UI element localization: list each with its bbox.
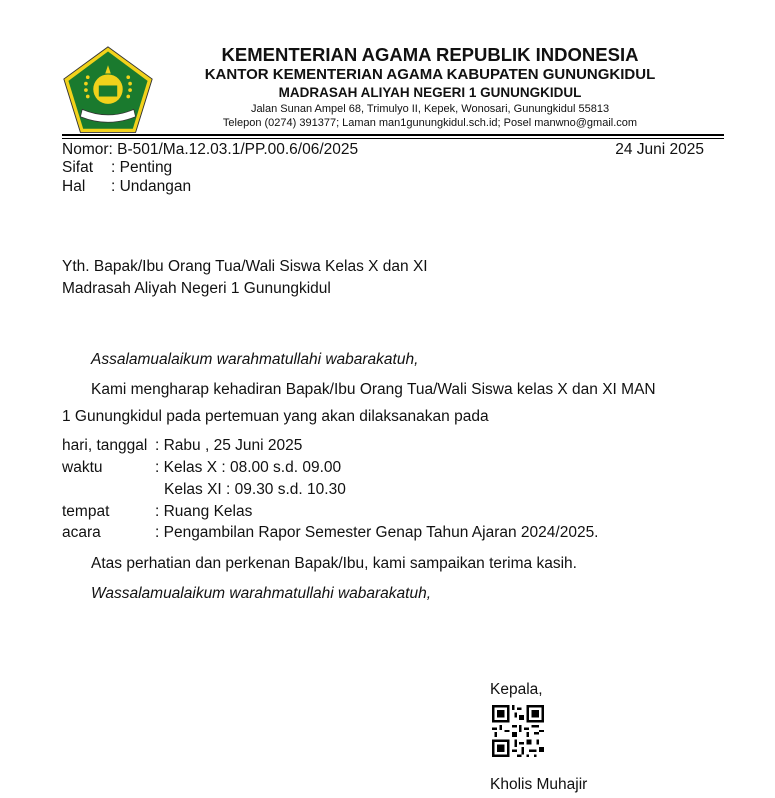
letter-number: Nomor: B-501/Ma.12.03.1/PP.00.6/06/2025	[62, 141, 359, 158]
school-contact: Telepon (0274) 391377; Laman man1gunungkidul.sch.id; Posel manwno@gmail.com	[222, 117, 638, 129]
recipient-line-1: Yth. Bapak/Ibu Orang Tua/Wali Siswa Kelas X dan XI	[62, 258, 428, 275]
sifat-label: Sifat	[62, 159, 94, 176]
paragraph-line-1: Kami mengharap kehadiran Bapak/Ibu Orang Tua/Wali Siswa kelas X dan XI MAN	[91, 381, 656, 398]
office-title: KANTOR KEMENTERIAN AGAMA KABUPATEN GUNUNGKIDUL	[204, 66, 656, 83]
letterhead-rule-thin	[62, 138, 724, 139]
ministry-logo	[62, 45, 154, 137]
tempat-value: : Ruang Kelas	[155, 503, 253, 520]
signature-name: Kholis Muhajir	[490, 776, 588, 793]
tempat-label: tempat	[62, 503, 110, 520]
signature-title: Kepala,	[490, 681, 543, 698]
waktu-label: waktu	[62, 459, 103, 476]
farewell-text: Wassalamualaikum warahmatullahi wabarakatuh,	[91, 585, 432, 602]
acara-label: acara	[62, 524, 101, 541]
school-address: Jalan Sunan Ampel 68, Trimulyo II, Kepek, Wonosari, Gunungkidul 55813	[250, 103, 610, 115]
acara-value: : Pengambilan Rapor Semester Genap Tahun Ajaran 2024/2025.	[155, 524, 599, 541]
greeting: Assalamualaikum warahmatullahi wabarakatuh,	[91, 351, 419, 368]
school-title: MADRASAH ALIYAH NEGERI 1 GUNUNGKIDUL	[278, 85, 582, 100]
closing-text: Atas perhatian dan perkenan Bapak/Ibu, kami sampaikan terima kasih.	[91, 555, 577, 572]
letterhead-rule-thick	[62, 134, 724, 136]
sifat-value: : Penting	[111, 159, 173, 176]
paragraph-line-2: 1 Gunungkidul pada pertemuan yang akan dilaksanakan pada	[62, 408, 489, 425]
waktu-value-1: : Kelas X : 08.00 s.d. 09.00	[155, 459, 342, 476]
hal-value: : Undangan	[111, 178, 192, 195]
hari-value: : Rabu , 25 Juni 2025	[155, 437, 303, 454]
waktu-value-2: Kelas XI : 09.30 s.d. 10.30	[164, 481, 346, 498]
hal-label: Hal	[62, 178, 86, 195]
ministry-title: KEMENTERIAN AGAMA REPUBLIK INDONESIA	[221, 44, 639, 65]
recipient-line-2: Madrasah Aliyah Negeri 1 Gunungkidul	[62, 280, 331, 297]
qr-code-icon	[492, 705, 544, 757]
letter-date: 24 Juni 2025	[615, 141, 704, 158]
hari-label: hari, tanggal	[62, 437, 148, 454]
